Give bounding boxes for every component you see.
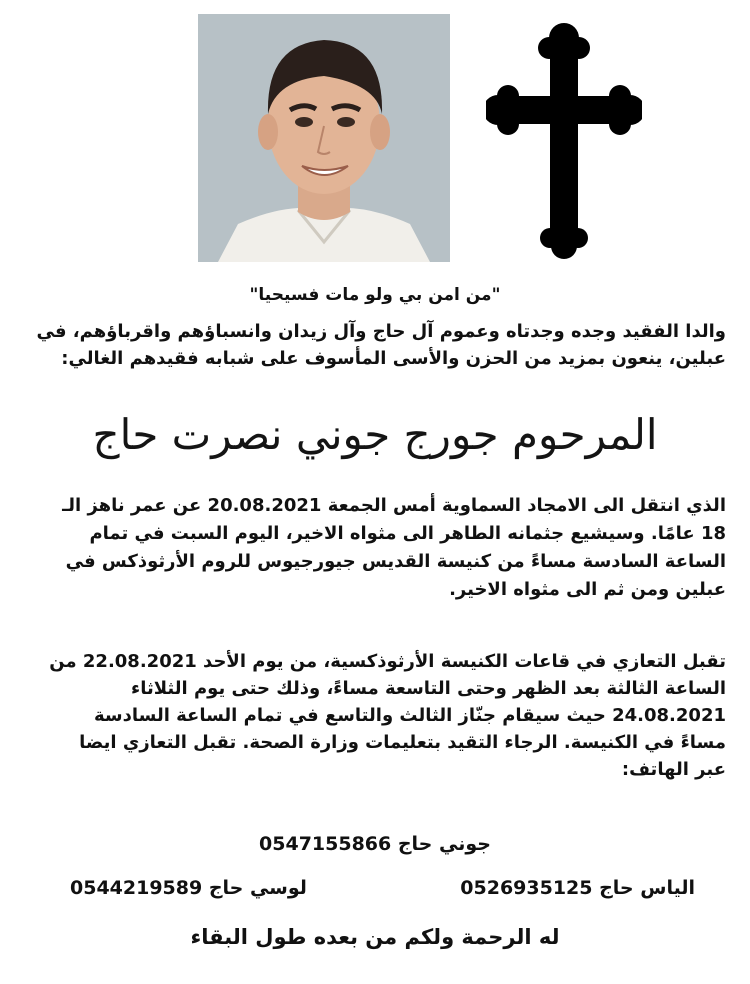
- age-value: 18: [700, 523, 726, 544]
- orthodox-budded-cross-icon: [486, 16, 642, 260]
- condolences-paragraph: [22, 648, 726, 783]
- funeral-line-1-b: عن عمر ناهز الـ: [62, 495, 202, 516]
- funeral-line-2-text: عامًا. وسيشيع جثمانه الطاهر الى مثواه الاخير، اليوم السبت في تمام: [89, 523, 695, 544]
- condolences-start-date: 22.08.2021: [82, 651, 197, 672]
- funeral-line-4: عبلين ومن ثم الى مثواه الاخير.: [449, 579, 726, 600]
- date-of-death: 20.08.2021: [207, 495, 322, 516]
- announcement-intro: [18, 318, 726, 372]
- contact-1-name: جوني حاج: [397, 833, 491, 855]
- condolences-end-date: 24.08.2021: [612, 705, 726, 726]
- deceased-name: المرحوم جورج جوني نصرت حاج: [92, 410, 658, 459]
- intro-line-2: عبلين، ينعون بمزيد من الحزن والأسى المأسوف على شبابه فقيدهم الغالي:: [61, 348, 726, 369]
- condolences-line-1-a: تقبل التعازي في قاعات الكنيسة الأرثوذكسية، من يوم الأحد: [203, 651, 726, 672]
- condolences-line-2: الساعة الثالثة بعد الظهر وحتى التاسعة مساءً، وذلك حتى يوم الثلاثاء: [131, 678, 726, 699]
- contact-3-name: لوسي حاج: [208, 877, 307, 899]
- funeral-line-2: [18, 520, 726, 548]
- scripture-quote: "من امن بي ولو مات فسيحيا": [249, 285, 501, 305]
- condolences-line-1-b: من: [49, 651, 77, 672]
- intro-line-1: والدا الفقيد وجده وجدتاه وعموم آل حاج وآل زيدان وانسباؤهم واقرباؤهم، في: [36, 321, 726, 342]
- contact-2-number[interactable]: 0526935125: [460, 877, 593, 899]
- condolences-line-3: [22, 702, 726, 729]
- contact-2-name: الياس حاج: [599, 877, 695, 899]
- condolences-line-3-text: حيث سيقام جنّاز الثالث والتاسع في تمام الساعة السادسة: [94, 705, 606, 726]
- funeral-paragraph: [18, 492, 726, 604]
- condolences-line-1: [22, 648, 726, 675]
- contact-1-number[interactable]: 0547155866: [259, 833, 392, 855]
- condolences-line-4: مساءً في الكنيسة. الرجاء التقيد بتعليمات وزارة الصحة. تقبل التعازي ايضا: [79, 732, 726, 753]
- contact-3-number[interactable]: 0544219589: [70, 877, 203, 899]
- phone-contact-2: [460, 877, 695, 899]
- funeral-line-1-a: الذي انتقل الى الامجاد السماوية أمس الجمعة: [327, 495, 726, 516]
- condolences-line-5: عبر الهاتف:: [621, 759, 726, 780]
- funeral-line-1: [18, 492, 726, 520]
- phone-contact-3: [70, 877, 307, 899]
- funeral-line-3: الساعة السادسة مساءً من كنيسة القديس جيورجيوس للروم الأرثوذكس في: [65, 551, 726, 572]
- phone-contact-1: [0, 833, 750, 855]
- deceased-portrait-photo: [198, 14, 450, 262]
- closing-blessing: له الرحمة ولكم من بعده طول البقاء: [190, 925, 560, 949]
